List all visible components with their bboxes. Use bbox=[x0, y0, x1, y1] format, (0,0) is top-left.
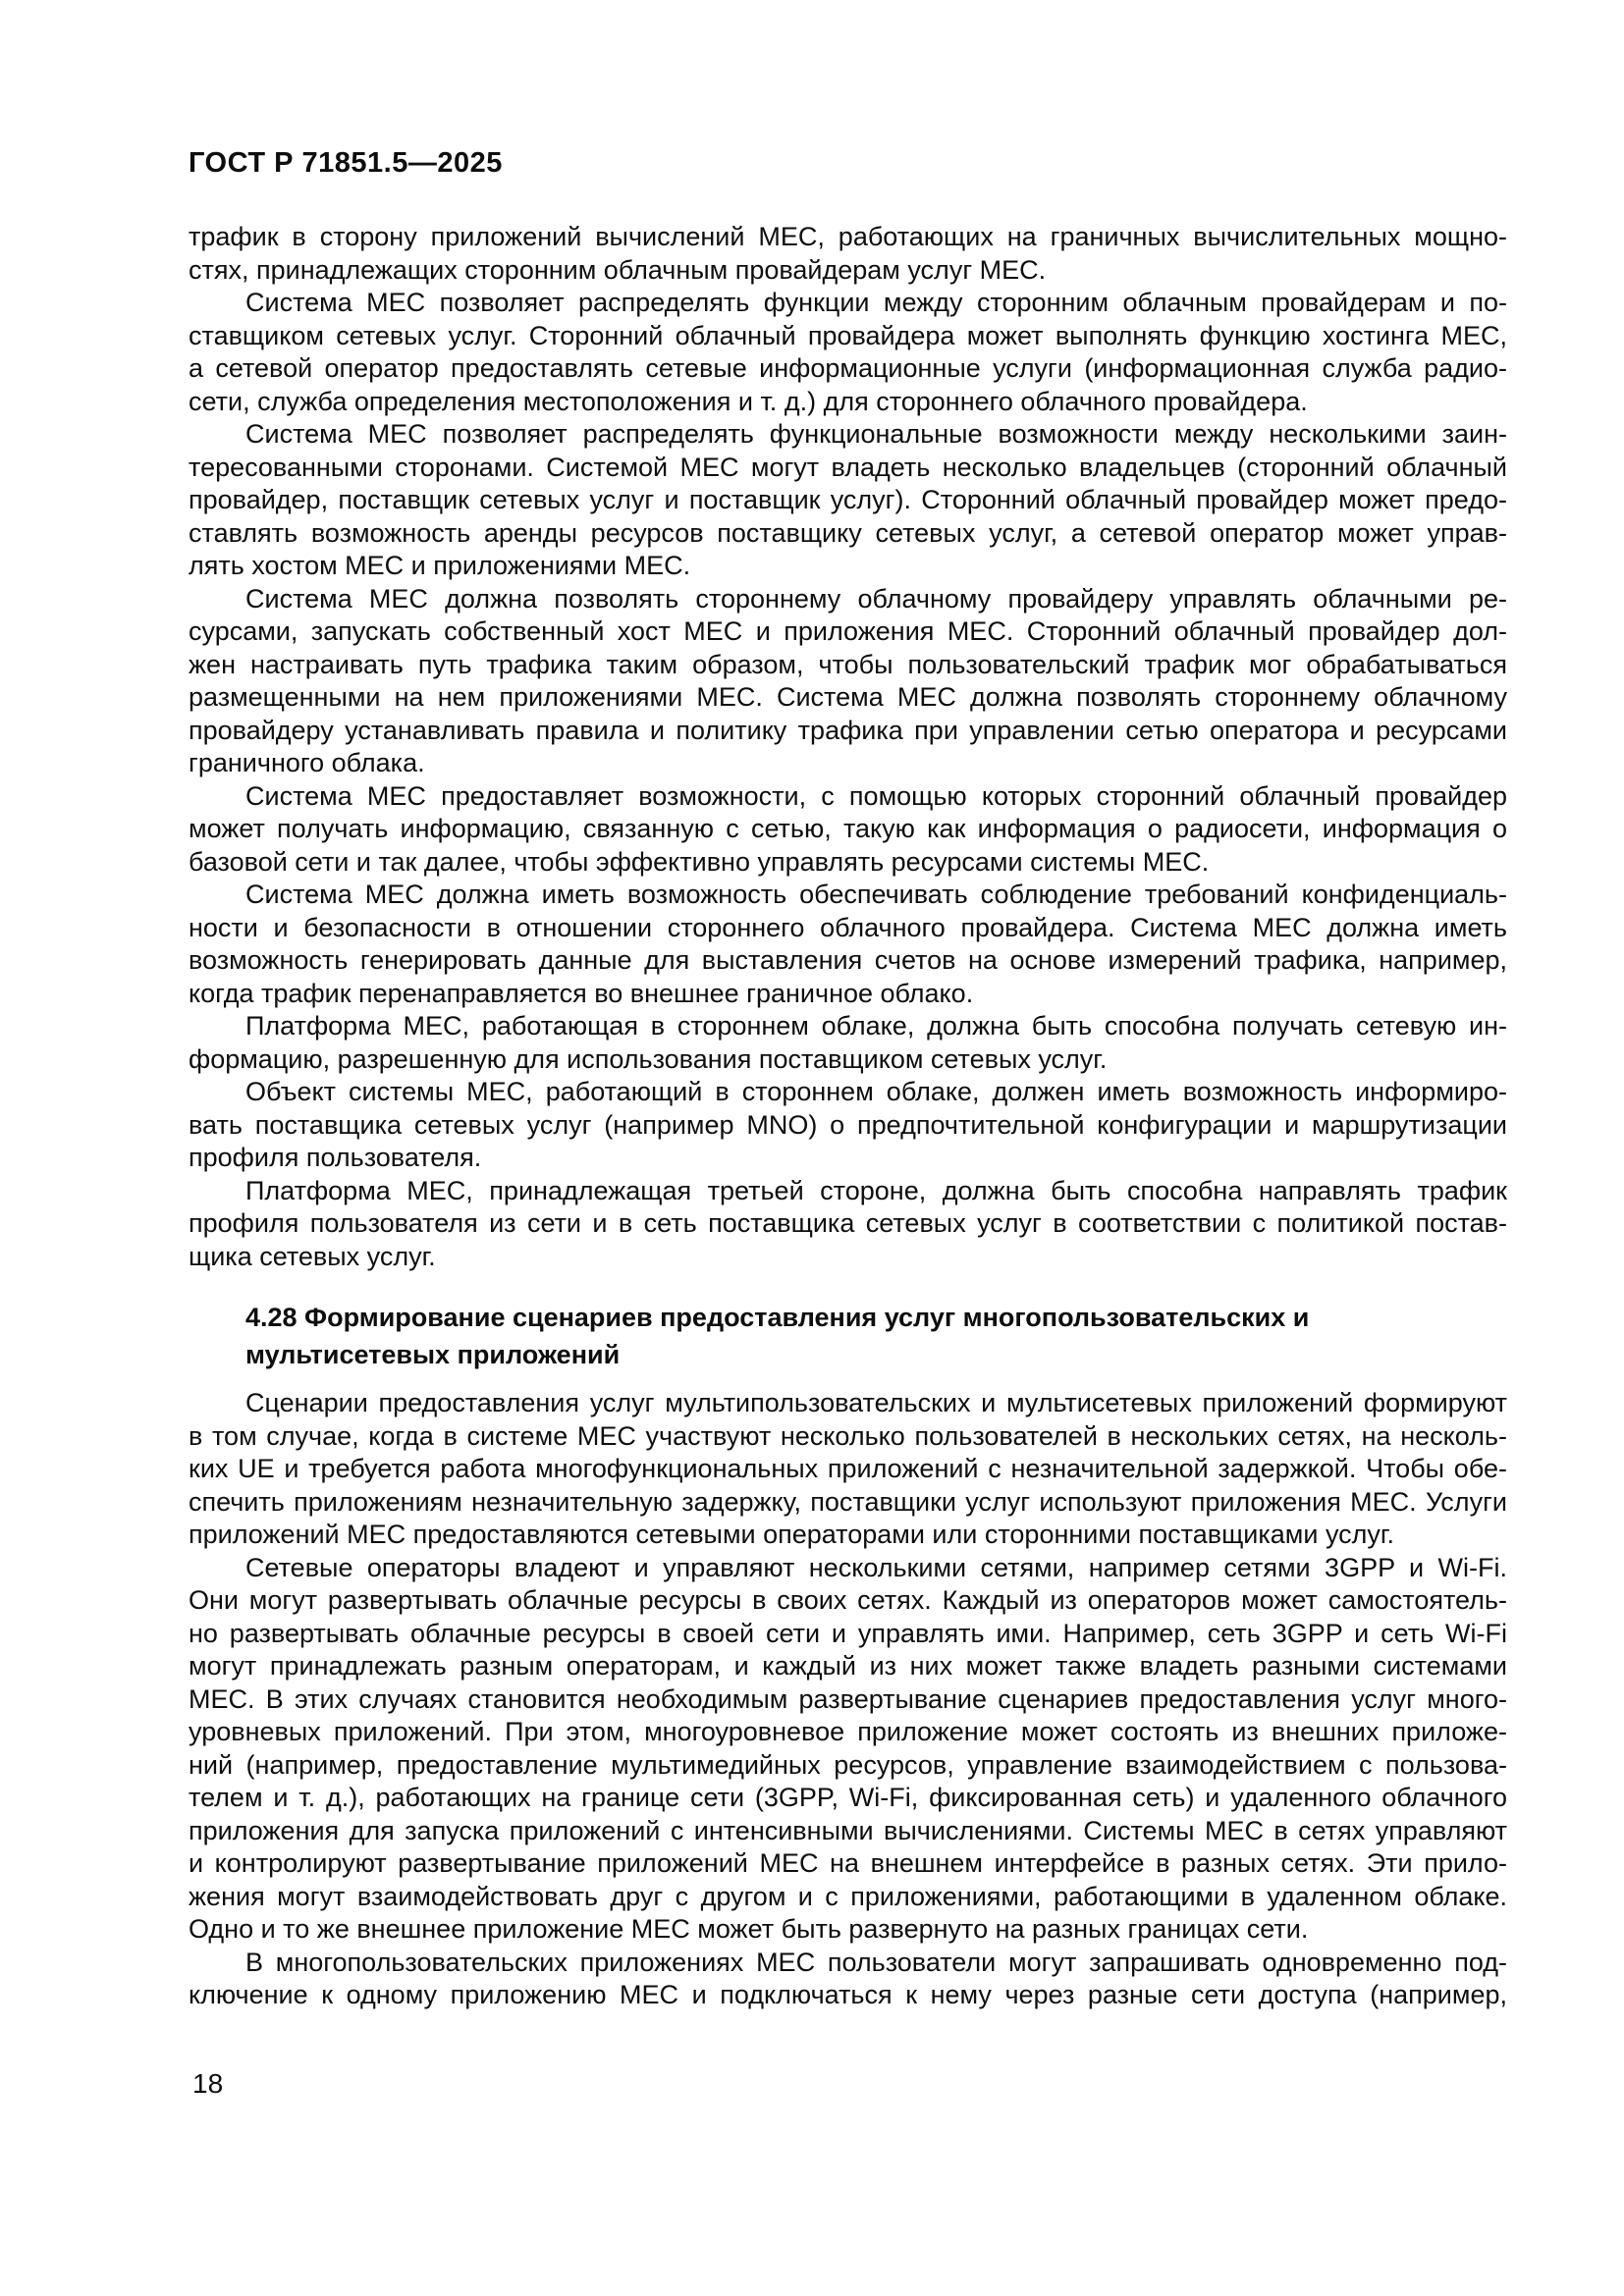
paragraph bbox=[189, 879, 1507, 1010]
text-line: размещенными на нем приложениями МЕС. Система МЕС должна позволять стороннему облачному bbox=[189, 682, 1507, 712]
paragraph bbox=[189, 583, 1507, 780]
text-line: Сценарии предоставления услуг мультипользовательских и мультисетевых приложений формируют bbox=[245, 1388, 1507, 1417]
text-line: щика сетевых услуг. bbox=[189, 1241, 436, 1271]
text-line: но развертывать облачные ресурсы в своей сети и управлять ими. Например, сеть 3GPP и сеть Wi-Fi bbox=[189, 1618, 1507, 1648]
text-line: в том случае, когда в системе МЕС участвуют несколько пользователей в нескольких сетях, на несколь- bbox=[189, 1420, 1507, 1451]
text-line: а сетевой оператор предоставлять сетевые информационные услуги (информационная служба радио- bbox=[189, 353, 1507, 383]
section-heading bbox=[189, 1299, 1507, 1373]
text-line: В многопользовательских приложениях МЕС пользователи могут запрашивать одновременно под- bbox=[245, 1947, 1507, 1977]
text-line: формацию, разрешенную для использования поставщиком сетевых услуг. bbox=[189, 1043, 1108, 1074]
text-line: Система МЕС позволяет распределять функциональные возможности между несколькими заин- bbox=[245, 419, 1507, 449]
text-line: Они могут развертывать облачные ресурсы в своих сетях. Каждый из операторов может самостоятель- bbox=[189, 1585, 1507, 1615]
text-line: ставщиком сетевых услуг. Сторонний облачный провайдера может выполнять функцию хостинга МЕС, bbox=[189, 320, 1507, 350]
text-line: лять хостом МЕС и приложениями МЕС. bbox=[189, 551, 691, 580]
text-line: и контролируют развертывание приложений МЕС на внешнем интерфейсе в разных сетях. Эти прило- bbox=[189, 1848, 1507, 1878]
text-line: трафик в сторону приложений вычислений МЕС, работающих на граничных вычислительных мощно- bbox=[189, 222, 1507, 251]
text-line: тересованными сторонами. Системой МЕС могут владеть несколько владельцев (сторонний облачный bbox=[189, 452, 1507, 482]
paragraph bbox=[189, 1175, 1507, 1274]
text-line: Система МЕС должна позволять стороннему облачному провайдеру управлять облачными ре- bbox=[245, 583, 1507, 614]
text-line: может получать информацию, связанную с сетью, такую как информация о радиосети, информация о bbox=[189, 814, 1507, 843]
page-number: 18 bbox=[192, 2068, 224, 2099]
document-code-header: ГОСТ Р 71851.5—2025 bbox=[189, 147, 503, 179]
text-line: телем и т. д.), работающих на границе сети (3GPP, Wi-Fi, фиксированная сеть) и удаленного облачного bbox=[189, 1783, 1507, 1812]
text-line: спечить приложениям незначительную задержку, поставщики услуг используют приложения МЕС. Услуги bbox=[189, 1486, 1507, 1517]
text-line: Платформа МЕС, принадлежащая третьей стороне, должна быть способна направлять трафик bbox=[245, 1175, 1507, 1205]
text-line: приложений МЕС предоставляются сетевыми операторами или сторонними поставщиками услуг. bbox=[189, 1520, 1394, 1549]
text-line: стях, принадлежащих сторонним облачным провайдерам услуг МЕС. bbox=[189, 254, 1047, 285]
text-line: базовой сети и так далее, чтобы эффективно управлять ресурсами системы МЕС. bbox=[189, 846, 1210, 877]
section-before-heading bbox=[189, 221, 1507, 1273]
text-line: уровневых приложений. При этом, многоуровневое приложение может состоять из внешних приложе- bbox=[189, 1717, 1507, 1746]
text-line: ставлять возможность аренды ресурсов поставщику сетевых услуг, а сетевой оператор может управ- bbox=[189, 517, 1507, 548]
text-line: Платформа МЕС, работающая в стороннем облаке, должна быть способна получать сетевую ин- bbox=[245, 1011, 1507, 1041]
paragraph bbox=[189, 1552, 1507, 1947]
paragraph bbox=[189, 1947, 1507, 2012]
page-content bbox=[189, 221, 1507, 2012]
text-line: Одно и то же внешнее приложение МЕС может быть развернуто на разных границах сети. bbox=[189, 1914, 1309, 1944]
paragraph bbox=[189, 1010, 1507, 1076]
text-line: провайдер, поставщик сетевых услуг и поставщик услуг). Сторонний облачный провайдер может предо- bbox=[189, 485, 1507, 514]
text-line: когда трафик перенаправляется во внешнее граничное облако. bbox=[189, 978, 974, 1008]
text-line: ких UE и требуется работа многофункциональных приложений с незначительной задержкой. Чтобы обе- bbox=[189, 1454, 1507, 1483]
section-heading-line-2: мультисетевых приложений bbox=[245, 1340, 621, 1369]
text-line: жен настраивать путь трафика таким образом, чтобы пользовательский трафик мог обрабатываться bbox=[189, 649, 1507, 679]
paragraph bbox=[189, 1076, 1507, 1175]
text-line: провайдеру устанавливать правила и политику трафика при управлении сетью оператора и ресурсами bbox=[189, 715, 1507, 745]
paragraph bbox=[189, 1387, 1507, 1552]
text-line: Система МЕС позволяет распределять функции между сторонним облачным провайдерам и по- bbox=[245, 288, 1507, 317]
paragraph bbox=[189, 418, 1507, 583]
text-line: приложения для запуска приложений с интенсивными вычислениями. Системы МЕС в сетях управляют bbox=[189, 1815, 1507, 1845]
text-line: сурсами, запускать собственный хост МЕС и приложения МЕС. Сторонний облачный провайдер дол- bbox=[189, 616, 1507, 646]
text-line: ний (например, предоставление мультимедийных ресурсов, управление взаимодействием с пользова- bbox=[189, 1749, 1507, 1780]
text-line: Система МЕС должна иметь возможность обеспечивать соблюдение требований конфиденциаль- bbox=[245, 880, 1507, 909]
text-line: граничного облака. bbox=[189, 748, 425, 777]
text-line: ности и безопасности в отношении стороннего облачного провайдера. Система МЕС должна иметь bbox=[189, 912, 1507, 942]
text-line: вать поставщика сетевых услуг (например MNO) о предпочтительной конфигурации и маршрутизации bbox=[189, 1109, 1507, 1140]
paragraph bbox=[189, 780, 1507, 880]
text-line: Система МЕС предоставляет возможности, с помощью которых сторонний облачный провайдер bbox=[245, 780, 1507, 811]
text-line: Объект системы МЕС, работающий в стороннем облаке, должен иметь возможность информиро- bbox=[245, 1077, 1507, 1106]
section-heading-line-1: 4.28 Формирование сценариев предоставления услуг многопользовательских и bbox=[245, 1303, 1310, 1332]
text-line: жения могут взаимодействовать друг с другом и с приложениями, работающими в удаленном облаке. bbox=[189, 1881, 1507, 1911]
text-line: профиля пользователя. bbox=[189, 1143, 482, 1172]
paragraph bbox=[189, 287, 1507, 418]
text-line: профиля пользователя из сети и в сеть поставщика сетевых услуг в соответствии с политикой постав- bbox=[189, 1208, 1507, 1238]
text-line: могут принадлежать разным операторам, и каждый из них может также владеть разными системами bbox=[189, 1651, 1507, 1681]
text-line: ключение к одному приложению МЕС и подключаться к нему через разные сети доступа (например, bbox=[189, 1980, 1507, 2009]
text-line: МЕС. В этих случаях становится необходимым развертывание сценариев предоставления услуг много- bbox=[189, 1683, 1507, 1714]
text-line: Сетевые операторы владеют и управляют несколькими сетями, например сетями 3GPP и Wi-Fi. bbox=[245, 1552, 1507, 1582]
section-after-heading bbox=[189, 1387, 1507, 2012]
paragraph bbox=[189, 221, 1507, 287]
text-line: возможность генерировать данные для выставления счетов на основе измерений трафика, например, bbox=[189, 945, 1507, 975]
text-line: сети, служба определения местоположения и т. д.) для стороннего облачного провайдера. bbox=[189, 386, 1308, 416]
